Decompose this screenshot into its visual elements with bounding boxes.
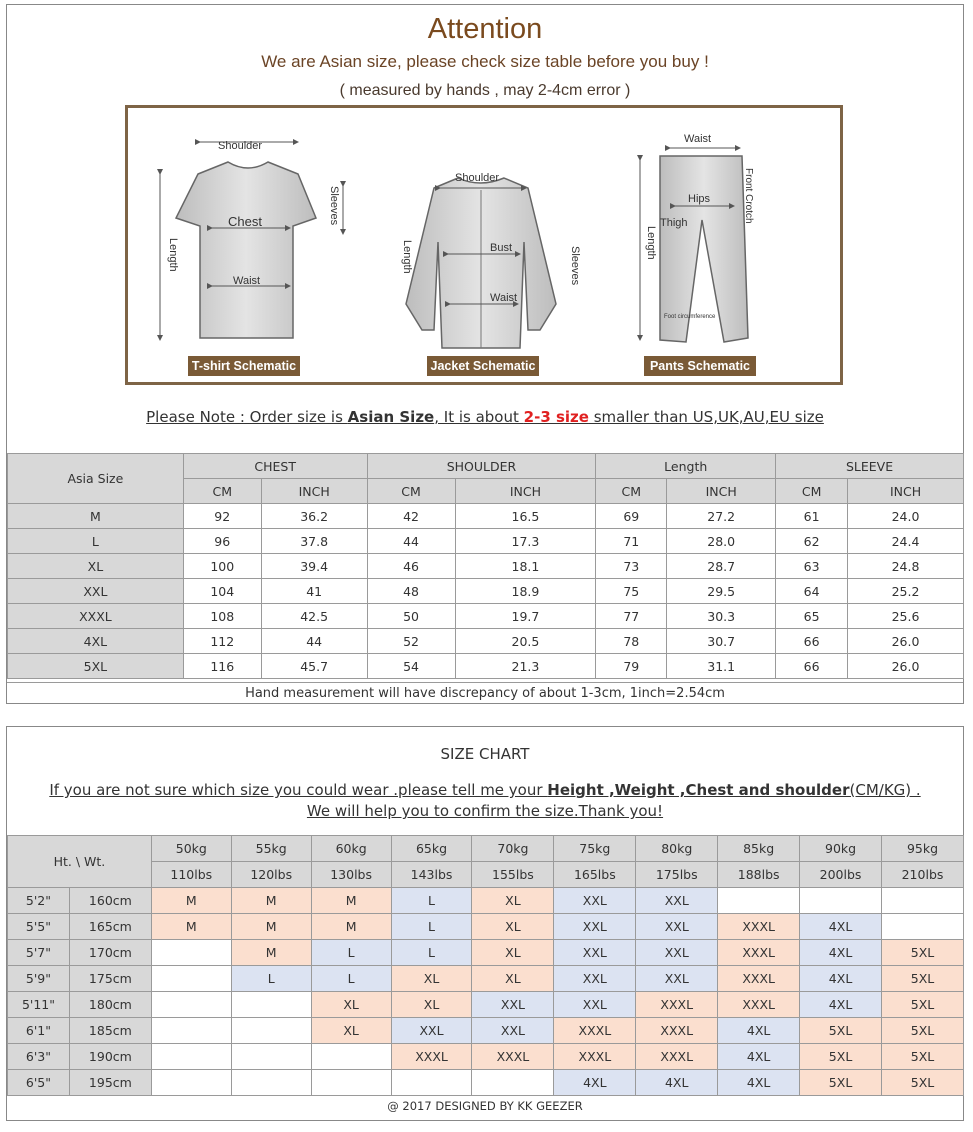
- size-cell: 5XL: [882, 940, 964, 966]
- weight-lbs-header: 155lbs: [472, 862, 554, 888]
- jacket-waist-label: Waist: [490, 292, 518, 304]
- note-prefix: Please Note : Order size is: [146, 408, 348, 426]
- size-cell: [151, 992, 231, 1018]
- table-cell: 54: [367, 654, 455, 679]
- weight-lbs-header: 188lbs: [718, 862, 800, 888]
- table-cell: 78: [596, 629, 667, 654]
- instruction-text: If you are not sure which size you could wear .please tell me your: [49, 781, 548, 799]
- chart-row: [8, 914, 964, 940]
- unit-header: CM: [183, 479, 261, 504]
- weight-kg-header: 60kg: [311, 836, 391, 862]
- size-cell: XL: [472, 888, 554, 914]
- size-cell: 5XL: [882, 992, 964, 1018]
- unit-header: CM: [596, 479, 667, 504]
- table-cell: 30.7: [667, 629, 776, 654]
- shoulder-header: SHOULDER: [367, 454, 596, 479]
- schematic-illustration: [128, 108, 840, 382]
- size-cell: XXL: [554, 992, 636, 1018]
- size-cell: 5XL: [800, 1018, 882, 1044]
- table-cell: 28.0: [667, 529, 776, 554]
- tshirt-chest-label: Chest: [228, 214, 262, 229]
- weight-lbs-header: 175lbs: [636, 862, 718, 888]
- height-cm: 170cm: [69, 940, 151, 966]
- instruction-bold: Height ,Weight ,Chest and shoulder: [547, 781, 850, 799]
- size-chart-instruction: [7, 781, 963, 799]
- table-cell: 29.5: [667, 579, 776, 604]
- size-cell: [151, 966, 231, 992]
- table-row: [8, 604, 964, 629]
- size-cell: L: [391, 940, 472, 966]
- asia-size-table: [7, 453, 964, 679]
- table-cell: 46: [367, 554, 455, 579]
- table-cell: 44: [261, 629, 367, 654]
- unit-header: INCH: [667, 479, 776, 504]
- size-cell: XXL: [554, 966, 636, 992]
- attention-measure-note: ( measured by hands , may 2-4cm error ): [339, 82, 631, 99]
- size-cell: XXL: [391, 1018, 472, 1044]
- size-label: XXL: [8, 579, 184, 604]
- table-cell: 16.5: [455, 504, 596, 529]
- table-row: [8, 529, 964, 554]
- table-cell: 39.4: [261, 554, 367, 579]
- size-cell: M: [311, 914, 391, 940]
- table-cell: 63: [776, 554, 848, 579]
- tshirt-sleeves-label: Sleeves: [328, 186, 340, 226]
- pants-hips-label: Hips: [688, 193, 711, 205]
- table-cell: 104: [183, 579, 261, 604]
- table-cell: 96: [183, 529, 261, 554]
- size-chart-title: SIZE CHART: [440, 745, 530, 763]
- size-label: M: [8, 504, 184, 529]
- size-cell: [311, 1044, 391, 1070]
- size-cell: XXL: [554, 940, 636, 966]
- size-label: 5XL: [8, 654, 184, 679]
- weight-lbs-header: 120lbs: [231, 862, 311, 888]
- tshirt-schematic-caption: T-shirt Schematic: [191, 359, 297, 373]
- size-cell: M: [231, 914, 311, 940]
- table-cell: 116: [183, 654, 261, 679]
- size-cell: XXL: [636, 914, 718, 940]
- tshirt-waist-label: Waist: [233, 275, 261, 287]
- tshirt-shoulder-label: Shoulder: [218, 140, 263, 152]
- table-cell: 44: [367, 529, 455, 554]
- size-cell: 4XL: [800, 966, 882, 992]
- height-feet: 5'11": [8, 992, 70, 1018]
- tshirt-length-label: Length: [167, 238, 179, 272]
- size-cell: XL: [391, 966, 472, 992]
- size-cell: XXXL: [718, 966, 800, 992]
- size-cell: XXXL: [554, 1044, 636, 1070]
- note-suffix: smaller than US,UK,AU,EU size: [588, 408, 824, 426]
- size-cell: XXL: [636, 966, 718, 992]
- size-cell: M: [231, 888, 311, 914]
- size-cell: XXXL: [636, 992, 718, 1018]
- pants-schematic-caption: Pants Schematic: [649, 359, 751, 373]
- size-cell: XL: [311, 1018, 391, 1044]
- size-cell: XXXL: [636, 1044, 718, 1070]
- table-cell: 69: [596, 504, 667, 529]
- table-cell: 73: [596, 554, 667, 579]
- tshirt-icon: [160, 140, 343, 376]
- height-cm: 190cm: [69, 1044, 151, 1070]
- chart-row: [8, 1070, 964, 1096]
- size-cell: XL: [311, 992, 391, 1018]
- table-cell: 27.2: [667, 504, 776, 529]
- size-cell: 4XL: [636, 1070, 718, 1096]
- weight-kg-header: 55kg: [231, 836, 311, 862]
- table-cell: 61: [776, 504, 848, 529]
- table-cell: 24.4: [848, 529, 964, 554]
- size-cell: M: [151, 888, 231, 914]
- size-cell: 5XL: [800, 1044, 882, 1070]
- size-cell: XXL: [554, 914, 636, 940]
- instruction-units: (CM/KG) .: [849, 781, 921, 799]
- size-cell: XXXL: [554, 1018, 636, 1044]
- size-cell: XL: [472, 914, 554, 940]
- table-cell: 65: [776, 604, 848, 629]
- table-cell: 66: [776, 629, 848, 654]
- chart-row: [8, 992, 964, 1018]
- size-cell: XXL: [472, 1018, 554, 1044]
- size-cell: [231, 1044, 311, 1070]
- table-cell: 37.8: [261, 529, 367, 554]
- pants-icon: [640, 133, 756, 376]
- size-cell: 5XL: [800, 1070, 882, 1096]
- chart-row: [8, 966, 964, 992]
- table-cell: 108: [183, 604, 261, 629]
- size-cell: [718, 888, 800, 914]
- weight-kg-header: 50kg: [151, 836, 231, 862]
- table-cell: 41: [261, 579, 367, 604]
- table-cell: 48: [367, 579, 455, 604]
- attention-title: Attention: [427, 13, 543, 45]
- height-cm: 195cm: [69, 1070, 151, 1096]
- size-cell: 5XL: [882, 966, 964, 992]
- size-cell: XL: [472, 940, 554, 966]
- height-cm: 160cm: [69, 888, 151, 914]
- size-cell: 4XL: [800, 992, 882, 1018]
- size-cell: XXXL: [718, 940, 800, 966]
- size-cell: L: [391, 888, 472, 914]
- size-label: XXXL: [8, 604, 184, 629]
- weight-kg-header: 65kg: [391, 836, 472, 862]
- table-cell: 31.1: [667, 654, 776, 679]
- table-cell: 30.3: [667, 604, 776, 629]
- size-cell: L: [311, 940, 391, 966]
- table-cell: 42.5: [261, 604, 367, 629]
- size-chart-panel: [6, 726, 964, 1121]
- size-label: L: [8, 529, 184, 554]
- table-cell: 66: [776, 654, 848, 679]
- height-feet: 6'1": [8, 1018, 70, 1044]
- size-cell: [151, 1018, 231, 1044]
- table-cell: 21.3: [455, 654, 596, 679]
- pants-thigh-label: Thigh: [660, 217, 688, 229]
- height-cm: 180cm: [69, 992, 151, 1018]
- table-cell: 71: [596, 529, 667, 554]
- table-row: [8, 629, 964, 654]
- weight-kg-header: 85kg: [718, 836, 800, 862]
- table-cell: 19.7: [455, 604, 596, 629]
- weight-lbs-header: 130lbs: [311, 862, 391, 888]
- size-cell: XL: [472, 966, 554, 992]
- table-cell: 25.6: [848, 604, 964, 629]
- sleeve-header: SLEEVE: [776, 454, 964, 479]
- attention-subtitle: We are Asian size, please check size table before you buy !: [261, 52, 709, 71]
- pants-front-crotch-label: Front Crotch: [743, 168, 754, 224]
- weight-lbs-header: 165lbs: [554, 862, 636, 888]
- unit-header: CM: [776, 479, 848, 504]
- size-chart-help: We will help you to confirm the size.Thank you!: [306, 802, 664, 820]
- table-row: [8, 579, 964, 604]
- size-cell: 5XL: [882, 1018, 964, 1044]
- unit-header: INCH: [848, 479, 964, 504]
- unit-header: CM: [367, 479, 455, 504]
- size-cell: XXXL: [472, 1044, 554, 1070]
- table-cell: 77: [596, 604, 667, 629]
- weight-kg-header: 70kg: [472, 836, 554, 862]
- height-cm: 165cm: [69, 914, 151, 940]
- size-cell: XXXL: [718, 914, 800, 940]
- size-cell: XXXL: [391, 1044, 472, 1070]
- size-cell: [231, 1070, 311, 1096]
- size-cell: 4XL: [554, 1070, 636, 1096]
- size-cell: M: [231, 940, 311, 966]
- table-cell: 28.7: [667, 554, 776, 579]
- chest-header: CHEST: [183, 454, 367, 479]
- size-cell: 4XL: [718, 1070, 800, 1096]
- note-mid: , It is about: [434, 408, 524, 426]
- size-cell: [311, 1070, 391, 1096]
- table-cell: 50: [367, 604, 455, 629]
- weight-kg-header: 95kg: [882, 836, 964, 862]
- chart-row: [8, 888, 964, 914]
- height-feet: 5'5": [8, 914, 70, 940]
- weight-lbs-header: 200lbs: [800, 862, 882, 888]
- height-feet: 5'7": [8, 940, 70, 966]
- table-row: [8, 654, 964, 679]
- table-cell: 25.2: [848, 579, 964, 604]
- height-cm: 175cm: [69, 966, 151, 992]
- weight-lbs-header: 210lbs: [882, 862, 964, 888]
- table-cell: 100: [183, 554, 261, 579]
- weight-lbs-header: 143lbs: [391, 862, 472, 888]
- unit-header: INCH: [455, 479, 596, 504]
- jacket-icon: [401, 172, 581, 376]
- jacket-sleeves-label: Sleeves: [569, 246, 581, 286]
- table-cell: 20.5: [455, 629, 596, 654]
- table-cell: 24.8: [848, 554, 964, 579]
- size-note: [7, 408, 963, 426]
- note-size-difference: 2-3 size: [523, 408, 589, 426]
- size-cell: 4XL: [718, 1018, 800, 1044]
- size-cell: [800, 888, 882, 914]
- table-cell: 112: [183, 629, 261, 654]
- table-row: [8, 554, 964, 579]
- size-cell: [472, 1070, 554, 1096]
- size-cell: 4XL: [718, 1044, 800, 1070]
- table-cell: 62: [776, 529, 848, 554]
- measurement-footnote: Hand measurement will have discrepancy of about 1-3cm, 1inch=2.54cm: [7, 682, 963, 705]
- designer-credit: @ 2017 DESIGNED BY KK GEEZER: [387, 1099, 583, 1113]
- table-cell: 64: [776, 579, 848, 604]
- size-cell: M: [311, 888, 391, 914]
- table-cell: 26.0: [848, 654, 964, 679]
- size-cell: [151, 940, 231, 966]
- size-cell: 4XL: [800, 940, 882, 966]
- table-cell: 52: [367, 629, 455, 654]
- note-asian-size: Asian Size: [347, 408, 435, 426]
- size-cell: [151, 1070, 231, 1096]
- jacket-shoulder-label: Shoulder: [455, 172, 500, 184]
- table-cell: 45.7: [261, 654, 367, 679]
- size-cell: [231, 1018, 311, 1044]
- size-cell: L: [311, 966, 391, 992]
- pants-waist-label: Waist: [684, 133, 712, 145]
- table-cell: 26.0: [848, 629, 964, 654]
- height-feet: 6'3": [8, 1044, 70, 1070]
- size-cell: [391, 1070, 472, 1096]
- table-cell: 18.1: [455, 554, 596, 579]
- size-cell: XXL: [636, 940, 718, 966]
- size-cell: M: [151, 914, 231, 940]
- weight-kg-header: 90kg: [800, 836, 882, 862]
- size-cell: 5XL: [882, 1070, 964, 1096]
- table-row: [8, 504, 964, 529]
- unit-header: INCH: [261, 479, 367, 504]
- size-cell: 4XL: [800, 914, 882, 940]
- ht-wt-corner: Ht. \ Wt.: [8, 836, 152, 888]
- jacket-bust-label: Bust: [490, 242, 513, 254]
- table-cell: 36.2: [261, 504, 367, 529]
- size-info-panel: [6, 4, 964, 704]
- table-cell: 18.9: [455, 579, 596, 604]
- height-feet: 6'5": [8, 1070, 70, 1096]
- jacket-length-label: Length: [401, 240, 413, 274]
- height-cm: 185cm: [69, 1018, 151, 1044]
- asia-size-header: Asia Size: [8, 454, 184, 504]
- weight-kg-header: 75kg: [554, 836, 636, 862]
- size-cell: XXL: [636, 888, 718, 914]
- size-cell: [882, 914, 964, 940]
- pants-foot-label: Foot circumference: [664, 314, 716, 320]
- chart-row: [8, 1044, 964, 1070]
- weight-lbs-header: 110lbs: [151, 862, 231, 888]
- table-cell: 24.0: [848, 504, 964, 529]
- table-cell: 79: [596, 654, 667, 679]
- size-cell: [231, 992, 311, 1018]
- size-label: 4XL: [8, 629, 184, 654]
- chart-row: [8, 940, 964, 966]
- table-cell: 42: [367, 504, 455, 529]
- table-cell: 17.3: [455, 529, 596, 554]
- pants-length-label: Length: [645, 226, 657, 260]
- size-cell: XXL: [472, 992, 554, 1018]
- jacket-schematic-caption: Jacket Schematic: [430, 359, 536, 373]
- size-cell: [882, 888, 964, 914]
- size-cell: L: [231, 966, 311, 992]
- height-feet: 5'2": [8, 888, 70, 914]
- schematic-box: [125, 105, 843, 385]
- size-cell: [151, 1044, 231, 1070]
- size-label: XL: [8, 554, 184, 579]
- weight-kg-header: 80kg: [636, 836, 718, 862]
- length-header: Length: [596, 454, 776, 479]
- lbs-row: [8, 862, 964, 888]
- kg-row: [8, 836, 964, 862]
- chart-row: [8, 1018, 964, 1044]
- size-cell: L: [391, 914, 472, 940]
- height-weight-chart: [7, 835, 964, 1096]
- size-cell: 5XL: [882, 1044, 964, 1070]
- size-cell: XXL: [554, 888, 636, 914]
- table-cell: 75: [596, 579, 667, 604]
- table-cell: 92: [183, 504, 261, 529]
- size-cell: XL: [391, 992, 472, 1018]
- size-cell: XXXL: [636, 1018, 718, 1044]
- size-cell: XXXL: [718, 992, 800, 1018]
- height-feet: 5'9": [8, 966, 70, 992]
